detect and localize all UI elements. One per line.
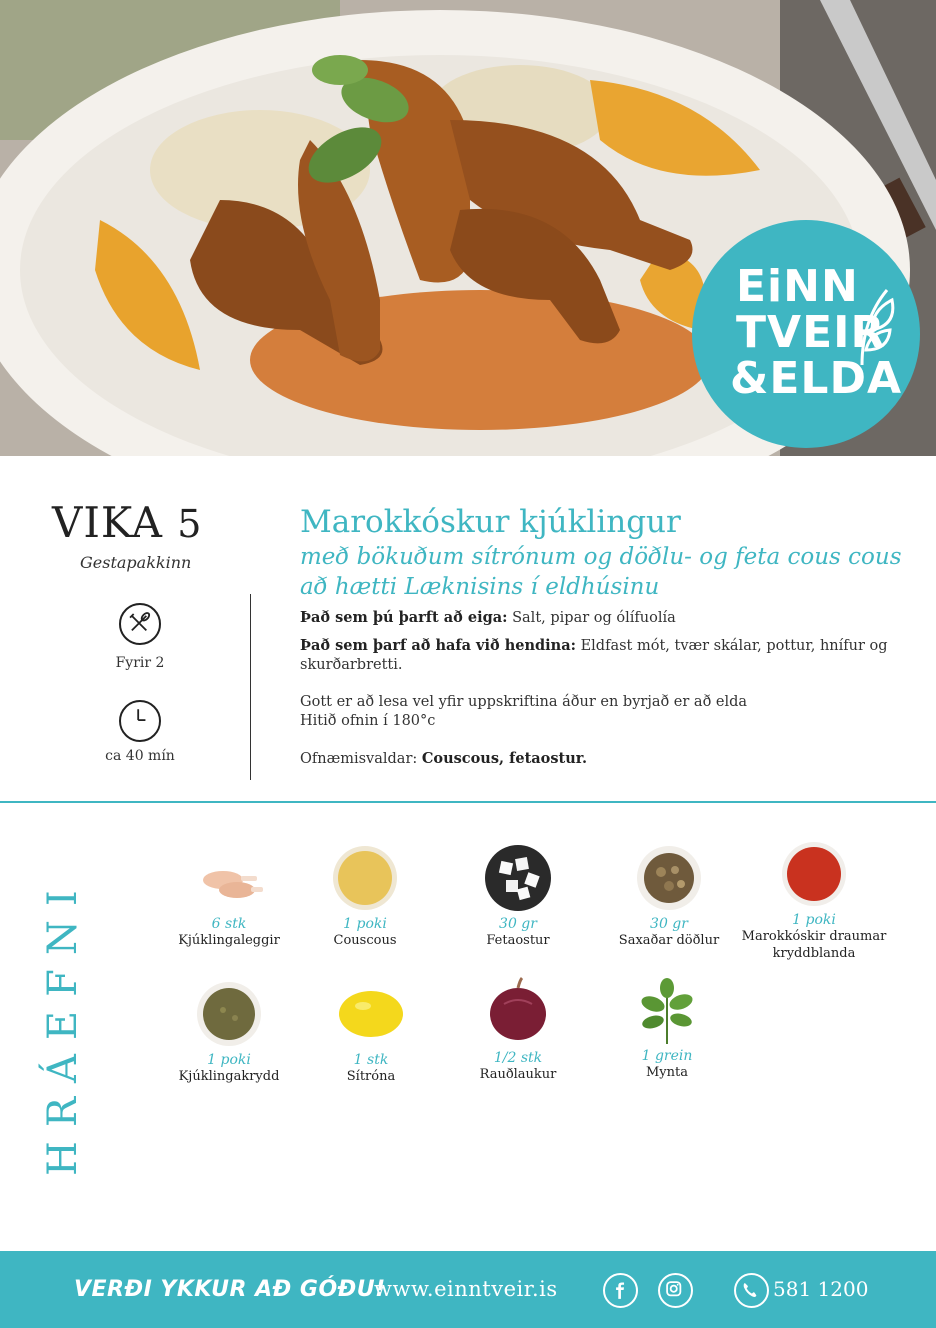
lemon-icon (335, 978, 407, 1050)
ingredient-name: Mynta (645, 1065, 688, 1080)
servings-label: Fyrir 2 (115, 655, 165, 671)
pantry-requirements (300, 608, 900, 628)
ingredient-name: Marokkóskir draumar kryddblanda (741, 929, 887, 961)
ingredient-quantity: 30 gr (650, 916, 688, 932)
allergens-value: Couscous, fetaostur. (421, 750, 588, 767)
website-link[interactable]: www.einntveir.is (374, 1277, 558, 1301)
spice-blend-icon (778, 838, 850, 910)
facebook-icon[interactable] (603, 1273, 638, 1308)
allergens-label: Ofnæmisvaldar: (300, 751, 422, 767)
chicken-spice-icon (193, 978, 265, 1050)
ingredient-quantity: 1/2 stk (493, 1050, 543, 1066)
ingredient-quantity: 1 poki (792, 912, 836, 928)
phone-number[interactable]: 581 1200 (773, 1277, 869, 1301)
ingredient-item (154, 978, 304, 1085)
logo-line-3: &ELDA (730, 353, 903, 404)
package-name: Gestapakkinn (80, 553, 192, 572)
cutlery-icon (119, 603, 161, 645)
logo-line-2: TVEIR (736, 307, 886, 358)
pantry-value: Salt, pipar og ólífuolía (507, 610, 676, 626)
footer-slogan: VERÐI YKKUR AÐ GÓÐU! (74, 1277, 386, 1302)
ingredient-name: Sítróna (346, 1069, 396, 1084)
tools-value: Eldfast mót, tvær skálar, pottur, hnífur og skurðarbretti. (300, 638, 888, 673)
ingredient-quantity: 1 stk (353, 1052, 389, 1068)
ingredient-item (739, 838, 889, 962)
brand-logo (692, 220, 920, 448)
week-heading (52, 498, 202, 547)
ingredient-name: Couscous (333, 933, 397, 948)
tools-requirements (300, 636, 900, 675)
ingredient-name: Rauðlaukur (479, 1067, 557, 1082)
ingredient-quantity: 30 gr (499, 916, 537, 932)
ingredient-name: Kjúklingaleggir (178, 933, 280, 948)
ingredient-item (154, 842, 304, 949)
read-note: Gott er að lesa vel yfir uppskriftina áður en byrjað er að elda (300, 694, 748, 710)
ingredient-item (594, 842, 744, 949)
ingredient-quantity: 1 poki (207, 1052, 251, 1068)
ingredients-heading: HRÁEFNI (40, 876, 86, 1176)
week-label: VIKA (52, 498, 163, 547)
footer-bar (0, 1251, 936, 1328)
feta-cheese-icon (482, 842, 554, 914)
time-label: ca 40 mín (105, 748, 175, 764)
tools-label: Það sem þarf að hafa við hendina: (300, 637, 576, 654)
vertical-divider (250, 594, 251, 780)
ingredient-name: Kjúklingakrydd (178, 1069, 280, 1084)
ingredient-quantity: 6 stk (211, 916, 247, 932)
red-onion-icon (482, 976, 554, 1048)
couscous-icon (329, 842, 401, 914)
recipe-title: Marokkóskur kjúklingur (300, 504, 681, 540)
ingredient-name: Fetaostur (486, 933, 550, 948)
hero-photo (0, 0, 936, 456)
ingredient-item (443, 976, 593, 1083)
ingredient-name: Saxaðar döðlur (618, 933, 720, 948)
ingredient-quantity: 1 poki (343, 916, 387, 932)
chicken-drumstick-icon (193, 842, 265, 914)
clock-icon (119, 700, 161, 742)
oven-note: Hitið ofnin í 180°c (300, 713, 436, 729)
phone-icon[interactable] (734, 1273, 769, 1308)
week-number: 5 (177, 502, 203, 546)
allergens (300, 749, 900, 769)
pantry-label: Það sem þú þarft að eiga: (300, 609, 508, 626)
recipe-subtitle: með bökuðum sítrónum og döðlu- og feta cous cous að hætti Læknisins í eldhúsinu (300, 544, 902, 600)
ingredient-quantity: 1 grein (641, 1048, 693, 1064)
ingredient-item (592, 974, 742, 1081)
mint-icon (631, 974, 703, 1046)
logo-line-1: EiNN (736, 261, 859, 312)
instagram-icon[interactable] (658, 1273, 693, 1308)
section-divider (0, 801, 936, 803)
chopped-dates-icon (633, 842, 705, 914)
ingredient-item (443, 842, 593, 949)
ingredient-item (290, 842, 440, 949)
ingredient-item (296, 978, 446, 1085)
leaf-icon (852, 280, 902, 370)
